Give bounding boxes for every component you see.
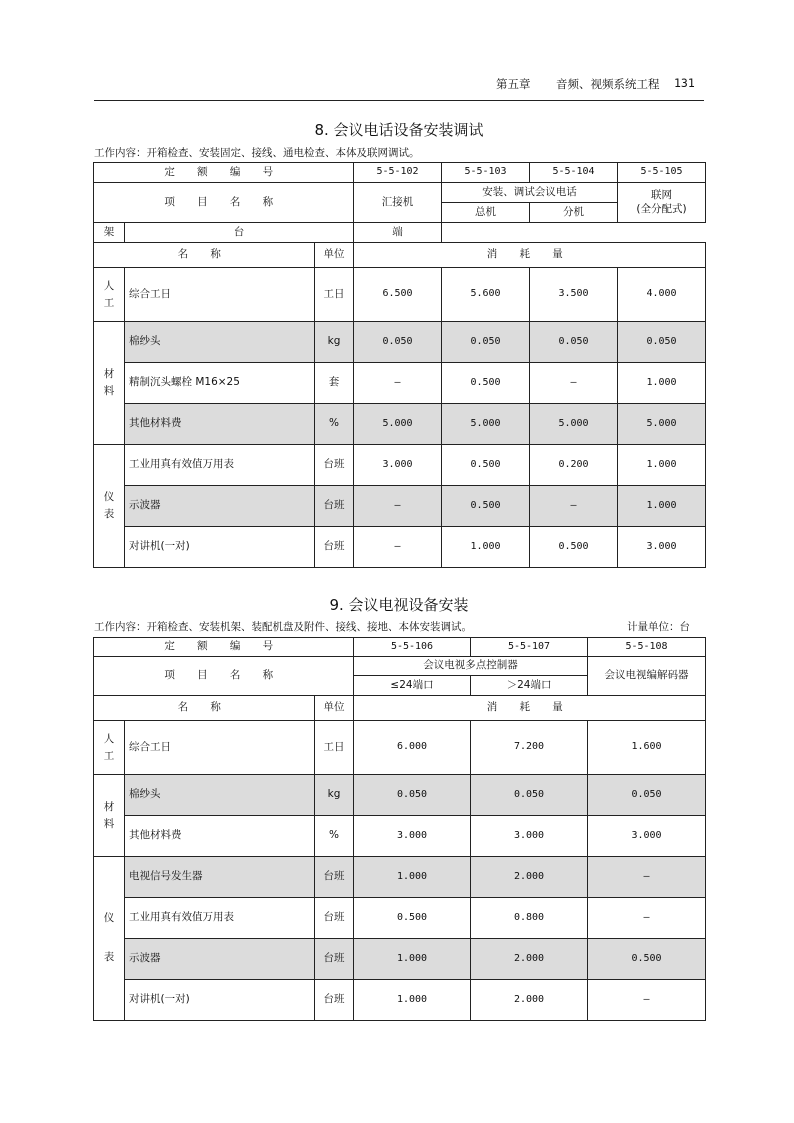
row-unit: 台班 [315, 980, 354, 1021]
value-cell: — [530, 486, 618, 527]
unit-header: 端 [354, 223, 442, 243]
table-row [94, 939, 706, 980]
value-cell: 3.500 [530, 268, 618, 322]
code-cell: 5-5-104 [530, 163, 618, 183]
section9-unit-note: 计量单位：台 [627, 621, 690, 633]
value-cell: 6.500 [354, 268, 442, 322]
table-row [94, 486, 706, 527]
value-cell: 0.050 [354, 322, 442, 363]
row-unit: 工日 [315, 721, 354, 775]
value-cell: 0.050 [588, 775, 706, 816]
table-row [94, 404, 706, 445]
table-row [94, 775, 706, 816]
section8-table [93, 162, 706, 568]
table-row [94, 816, 706, 857]
row-unit: kg [315, 775, 354, 816]
value-cell: 1.000 [354, 939, 471, 980]
col-header: 总机 [442, 203, 530, 223]
value-cell: 5.600 [442, 268, 530, 322]
value-cell: 1.000 [442, 527, 530, 568]
row-unit: 台班 [315, 898, 354, 939]
value-cell: 0.500 [442, 486, 530, 527]
code-cell: 5-5-107 [471, 638, 588, 657]
value-cell: 5.000 [618, 404, 706, 445]
code-cell: 5-5-108 [588, 638, 706, 657]
row-name: 棉纱头 [125, 322, 315, 363]
value-cell: 3.000 [471, 816, 588, 857]
value-cell: 0.500 [442, 363, 530, 404]
row-name: 棉纱头 [125, 775, 315, 816]
value-cell: 0.050 [618, 322, 706, 363]
row-name: 精制沉头螺栓 M16×25 [125, 363, 315, 404]
section8-title: 8. 会议电话设备安装调试 [314, 121, 484, 139]
unit-label: 单位 [315, 696, 354, 721]
col-header: ＞24端口 [471, 676, 588, 696]
code-label: 定 额 编 号 [94, 638, 354, 657]
value-cell: 0.200 [530, 445, 618, 486]
consume-label: 消 耗 量 [354, 243, 706, 268]
section9-work-content: 工作内容：开箱检查、安装机架、装配机盘及附件、接线、接地、本体安装调试。 [94, 621, 472, 633]
table-row [94, 527, 706, 568]
table-row [94, 980, 706, 1021]
value-cell: — [588, 980, 706, 1021]
value-cell: 5.000 [354, 404, 442, 445]
consume-label: 消 耗 量 [354, 696, 706, 721]
row-unit: 台班 [315, 939, 354, 980]
col-header: ≤24端口 [354, 676, 471, 696]
value-cell: 0.050 [354, 775, 471, 816]
name-label: 名 称 [94, 696, 315, 721]
code-cell: 5-5-106 [354, 638, 471, 657]
value-cell: — [354, 486, 442, 527]
chapter-label: 第五章 [496, 77, 531, 91]
page-number: 131 [674, 76, 695, 90]
row-name: 对讲机(一对) [125, 980, 315, 1021]
value-cell: 3.000 [618, 527, 706, 568]
row-name: 示波器 [125, 939, 315, 980]
value-cell: 3.000 [354, 445, 442, 486]
section9-title: 9. 会议电视设备安装 [329, 596, 469, 614]
value-cell: — [354, 363, 442, 404]
section9-table [93, 637, 706, 1021]
value-cell: — [588, 857, 706, 898]
table-row [94, 322, 706, 363]
value-cell: — [588, 898, 706, 939]
row-name: 示波器 [125, 486, 315, 527]
chapter-title: 音频、视频系统工程 [556, 77, 660, 91]
value-cell: 2.000 [471, 857, 588, 898]
row-name: 综合工日 [125, 721, 315, 775]
row-unit: 台班 [315, 445, 354, 486]
row-name: 综合工日 [125, 268, 315, 322]
row-unit: kg [315, 322, 354, 363]
code-cell: 5-5-105 [618, 163, 706, 183]
category-labor: 人 工 [94, 268, 125, 322]
row-name: 其他材料费 [125, 404, 315, 445]
value-cell: 1.000 [618, 486, 706, 527]
value-cell: 2.000 [471, 980, 588, 1021]
value-cell: 2.000 [471, 939, 588, 980]
unit-header: 架 [94, 223, 125, 243]
value-cell: 0.500 [530, 527, 618, 568]
value-cell: 4.000 [618, 268, 706, 322]
table-row [94, 268, 706, 322]
value-cell: 0.050 [471, 775, 588, 816]
category-material: 材 料 [94, 775, 125, 857]
value-cell: 1.000 [618, 363, 706, 404]
unit-label: 单位 [315, 243, 354, 268]
col-header: 分机 [530, 203, 618, 223]
item-label: 项 目 名 称 [94, 183, 354, 223]
row-unit: 台班 [315, 486, 354, 527]
value-cell: 1.600 [588, 721, 706, 775]
value-cell: 6.000 [354, 721, 471, 775]
value-cell: 0.500 [354, 898, 471, 939]
row-unit: % [315, 404, 354, 445]
name-label: 名 称 [94, 243, 315, 268]
value-cell: 0.500 [442, 445, 530, 486]
table-row [94, 721, 706, 775]
value-cell: 3.000 [354, 816, 471, 857]
table-row [94, 445, 706, 486]
value-cell: 0.050 [442, 322, 530, 363]
value-cell: 1.000 [354, 857, 471, 898]
value-cell: 0.050 [530, 322, 618, 363]
row-name: 对讲机(一对) [125, 527, 315, 568]
row-name: 工业用真有效值万用表 [125, 445, 315, 486]
category-meter: 仪 表 [94, 857, 125, 1021]
group-header: 安装、调试会议电话 [442, 183, 618, 203]
value-cell: 5.000 [530, 404, 618, 445]
col-header: 会议电视编解码器 [588, 657, 706, 696]
row-unit: 工日 [315, 268, 354, 322]
row-name: 其他材料费 [125, 816, 315, 857]
row-name: 工业用真有效值万用表 [125, 898, 315, 939]
table-row [94, 363, 706, 404]
code-label: 定 额 编 号 [94, 163, 354, 183]
row-unit: 台班 [315, 527, 354, 568]
row-unit: 套 [315, 363, 354, 404]
row-name: 电视信号发生器 [125, 857, 315, 898]
value-cell: 5.000 [442, 404, 530, 445]
group-header: 会议电视多点控制器 [354, 657, 588, 676]
section8-work-content: 工作内容：开箱检查、安装固定、接线、通电检查、本体及联网调试。 [94, 147, 420, 159]
value-cell: — [530, 363, 618, 404]
table-row [94, 898, 706, 939]
value-cell: 0.800 [471, 898, 588, 939]
item-label: 项 目 名 称 [94, 657, 354, 696]
section9-work-line [94, 619, 704, 634]
category-labor: 人 工 [94, 721, 125, 775]
category-meter: 仪 表 [94, 445, 125, 568]
value-cell: — [354, 527, 442, 568]
value-cell: 3.000 [588, 816, 706, 857]
row-unit: % [315, 816, 354, 857]
col-header: 汇接机 [354, 183, 442, 223]
table-row [94, 857, 706, 898]
row-unit: 台班 [315, 857, 354, 898]
value-cell: 1.000 [354, 980, 471, 1021]
category-material: 材 料 [94, 322, 125, 445]
unit-header: 台 [125, 223, 354, 243]
col-header: 联网 (全分配式) [618, 183, 706, 223]
value-cell: 7.200 [471, 721, 588, 775]
code-cell: 5-5-103 [442, 163, 530, 183]
page-header [94, 72, 704, 101]
code-cell: 5-5-102 [354, 163, 442, 183]
value-cell: 1.000 [618, 445, 706, 486]
value-cell: 0.500 [588, 939, 706, 980]
